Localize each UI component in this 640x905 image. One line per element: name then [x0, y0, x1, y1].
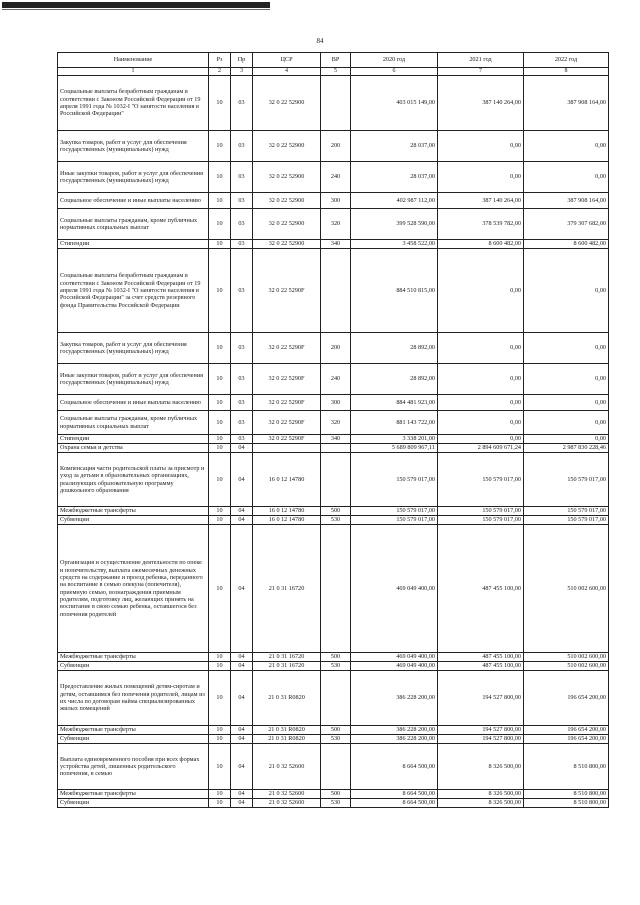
scan-edge-line — [2, 9, 270, 10]
row-amount-2022: 150 579 017,00 — [524, 516, 609, 525]
row-amount-2020: 399 528 590,00 — [351, 209, 438, 240]
row-name: Межбюджетные трансферты — [58, 790, 209, 799]
row-csr: 21 0 32 52600 — [253, 790, 321, 799]
table-row — [58, 726, 609, 735]
row-csr: 32 0 22 52900 — [253, 209, 321, 240]
row-amount-2022: 0,00 — [524, 411, 609, 435]
row-vr: 300 — [321, 395, 351, 411]
row-amount-2020: 150 579 017,00 — [351, 453, 438, 507]
row-pr: 04 — [231, 671, 253, 726]
row-pr: 04 — [231, 726, 253, 735]
row-vr: 200 — [321, 131, 351, 162]
row-vr: 340 — [321, 240, 351, 249]
row-name: Иные закупки товаров, работ и услуг для обеспечения государственных (муниципальных) нужд — [58, 364, 209, 395]
row-pr: 04 — [231, 444, 253, 453]
row-amount-2022: 8 510 800,00 — [524, 744, 609, 790]
row-name: Закупка товаров, работ и услуг для обеспечения государственных (муниципальных) нужд — [58, 131, 209, 162]
col-number-2: 2 — [209, 68, 231, 76]
row-pr: 04 — [231, 799, 253, 808]
row-amount-2020: 386 228 200,00 — [351, 671, 438, 726]
row-amount-2021: 487 455 100,00 — [438, 662, 524, 671]
row-amount-2020: 28 892,00 — [351, 333, 438, 364]
row-vr — [321, 444, 351, 453]
row-pr: 04 — [231, 453, 253, 507]
row-vr — [321, 453, 351, 507]
row-rz: 10 — [209, 364, 231, 395]
row-rz: 10 — [209, 507, 231, 516]
row-name: Закупка товаров, работ и услуг для обеспечения государственных (муниципальных) нужд — [58, 333, 209, 364]
row-amount-2020: 28 892,00 — [351, 364, 438, 395]
row-vr: 530 — [321, 662, 351, 671]
row-vr: 320 — [321, 411, 351, 435]
table-row — [58, 507, 609, 516]
row-pr: 04 — [231, 516, 253, 525]
row-vr — [321, 744, 351, 790]
header-2020: 2020 год — [351, 53, 438, 68]
row-amount-2022: 510 002 600,00 — [524, 525, 609, 653]
row-pr: 04 — [231, 525, 253, 653]
table-row — [58, 662, 609, 671]
row-amount-2021: 8 326 500,00 — [438, 744, 524, 790]
row-amount-2021: 0,00 — [438, 131, 524, 162]
table-row — [58, 209, 609, 240]
row-name: Социальные выплаты гражданам, кроме публичных нормативных социальных выплат — [58, 411, 209, 435]
row-amount-2021: 0,00 — [438, 333, 524, 364]
row-amount-2022: 0,00 — [524, 364, 609, 395]
row-amount-2020: 881 143 722,00 — [351, 411, 438, 435]
table-row — [58, 364, 609, 395]
row-amount-2022: 8 600 482,00 — [524, 240, 609, 249]
row-amount-2021: 194 527 800,00 — [438, 735, 524, 744]
row-amount-2022: 0,00 — [524, 333, 609, 364]
row-amount-2020: 469 049 400,00 — [351, 653, 438, 662]
row-amount-2021: 150 579 017,00 — [438, 516, 524, 525]
row-amount-2021: 8 600 482,00 — [438, 240, 524, 249]
row-pr: 04 — [231, 653, 253, 662]
row-vr: 240 — [321, 364, 351, 395]
row-csr: 21 0 31 R0820 — [253, 726, 321, 735]
row-amount-2021: 0,00 — [438, 435, 524, 444]
row-amount-2020: 884 481 923,00 — [351, 395, 438, 411]
col-number-7: 7 — [438, 68, 524, 76]
row-csr: 32 0 22 52900 — [253, 162, 321, 193]
row-name: Социальное обеспечение и иные выплаты населению — [58, 395, 209, 411]
row-amount-2022: 0,00 — [524, 131, 609, 162]
table-row — [58, 516, 609, 525]
row-vr: 240 — [321, 162, 351, 193]
row-vr: 530 — [321, 799, 351, 808]
header-row — [58, 53, 609, 68]
row-vr: 530 — [321, 516, 351, 525]
row-vr: 200 — [321, 333, 351, 364]
row-csr: 21 0 31 16720 — [253, 662, 321, 671]
row-amount-2021: 150 579 017,00 — [438, 453, 524, 507]
row-pr: 03 — [231, 240, 253, 249]
table-row — [58, 525, 609, 653]
row-rz: 10 — [209, 131, 231, 162]
row-amount-2021: 387 140 264,00 — [438, 193, 524, 209]
table-row — [58, 411, 609, 435]
row-amount-2022: 150 579 017,00 — [524, 453, 609, 507]
row-name: Межбюджетные трансферты — [58, 726, 209, 735]
table-body — [58, 76, 609, 808]
row-csr: 16 0 12 14780 — [253, 516, 321, 525]
row-rz: 10 — [209, 735, 231, 744]
row-pr: 04 — [231, 662, 253, 671]
row-rz: 10 — [209, 516, 231, 525]
row-name: Социальные выплаты гражданам, кроме публичных нормативных социальных выплат — [58, 209, 209, 240]
row-name: Субвенции — [58, 516, 209, 525]
row-amount-2021: 0,00 — [438, 249, 524, 333]
row-name: Стипендии — [58, 240, 209, 249]
row-amount-2020: 386 228 200,00 — [351, 726, 438, 735]
row-rz: 10 — [209, 744, 231, 790]
row-name: Иные закупки товаров, работ и услуг для обеспечения государственных (муниципальных) нужд — [58, 162, 209, 193]
row-csr — [253, 444, 321, 453]
row-name: Социальные выплаты безработным гражданам в соответствии с Законом Российской Федерации от 19 апреля 1991 года № 1032-I "О занятости населения в Российской Федерации" за счет средств резервного фонда Правительства Российской Федерации — [58, 249, 209, 333]
row-amount-2022: 0,00 — [524, 249, 609, 333]
row-amount-2020: 3 338 201,00 — [351, 435, 438, 444]
row-vr — [321, 76, 351, 131]
table-row — [58, 333, 609, 364]
row-csr: 32 0 22 52900 — [253, 193, 321, 209]
row-rz: 10 — [209, 726, 231, 735]
header-vr: ВР — [321, 53, 351, 68]
col-number-8: 8 — [524, 68, 609, 76]
row-pr: 03 — [231, 435, 253, 444]
header-name: Наименование — [58, 53, 209, 68]
row-rz: 10 — [209, 435, 231, 444]
row-amount-2021: 8 326 500,00 — [438, 799, 524, 808]
row-rz: 10 — [209, 76, 231, 131]
header-pr: Пр — [231, 53, 253, 68]
table-row — [58, 653, 609, 662]
row-name: Стипендии — [58, 435, 209, 444]
row-vr: 500 — [321, 726, 351, 735]
row-csr: 32 0 22 5290F — [253, 249, 321, 333]
budget-table — [57, 52, 609, 808]
row-rz: 10 — [209, 411, 231, 435]
row-pr: 03 — [231, 193, 253, 209]
row-pr: 04 — [231, 507, 253, 516]
row-amount-2022: 510 002 600,00 — [524, 662, 609, 671]
row-rz: 10 — [209, 790, 231, 799]
col-number-4: 4 — [253, 68, 321, 76]
table-row — [58, 799, 609, 808]
row-name: Межбюджетные трансферты — [58, 507, 209, 516]
table-row — [58, 444, 609, 453]
row-amount-2022: 0,00 — [524, 162, 609, 193]
row-pr: 04 — [231, 735, 253, 744]
row-csr: 32 0 22 5290F — [253, 411, 321, 435]
row-amount-2020: 8 664 500,00 — [351, 744, 438, 790]
row-rz: 10 — [209, 395, 231, 411]
table-row — [58, 671, 609, 726]
row-amount-2020: 150 579 017,00 — [351, 516, 438, 525]
row-name: Субвенции — [58, 799, 209, 808]
table-row — [58, 193, 609, 209]
row-amount-2021: 194 527 800,00 — [438, 726, 524, 735]
row-pr: 03 — [231, 209, 253, 240]
page-number: 84 — [316, 37, 324, 45]
row-amount-2020: 3 458 522,00 — [351, 240, 438, 249]
row-csr: 32 0 22 52900 — [253, 76, 321, 131]
row-pr: 03 — [231, 411, 253, 435]
row-pr: 03 — [231, 333, 253, 364]
row-csr: 32 0 22 5290F — [253, 364, 321, 395]
row-amount-2022: 196 654 200,00 — [524, 726, 609, 735]
row-amount-2021: 2 894 609 671,24 — [438, 444, 524, 453]
row-vr: 500 — [321, 507, 351, 516]
row-pr: 04 — [231, 744, 253, 790]
row-pr: 03 — [231, 162, 253, 193]
table-row — [58, 744, 609, 790]
table-row — [58, 76, 609, 131]
column-number-row — [58, 68, 609, 76]
table-row — [58, 240, 609, 249]
row-csr: 16 0 12 14780 — [253, 453, 321, 507]
row-name: Субвенции — [58, 662, 209, 671]
row-name: Компенсация части родительской платы за присмотр и уход за детьми в образовательных организациях, реализующих образовательную программу дошкольного образования — [58, 453, 209, 507]
col-number-1: 1 — [58, 68, 209, 76]
row-rz: 10 — [209, 799, 231, 808]
row-amount-2020: 884 510 815,00 — [351, 249, 438, 333]
row-amount-2022: 510 002 600,00 — [524, 653, 609, 662]
row-rz: 10 — [209, 453, 231, 507]
row-amount-2022: 387 908 164,00 — [524, 193, 609, 209]
table-row — [58, 395, 609, 411]
row-vr: 340 — [321, 435, 351, 444]
row-name: Социальное обеспечение и иные выплаты населению — [58, 193, 209, 209]
table-row — [58, 249, 609, 333]
row-amount-2020: 469 049 400,00 — [351, 525, 438, 653]
row-name: Организация и осуществление деятельности по опеке и попечительству, выплата ежемесячных денежных средств на содержание и проезд ребенка, переданного на воспитание в семью опекуна (попечителя), приемную семью, вознаграждения приемным родителям, подготовку лиц, желающих принять на воспитание в свою семью ребенка, оставшегося без попечения родителей — [58, 525, 209, 653]
row-amount-2021: 487 455 100,00 — [438, 525, 524, 653]
row-rz: 10 — [209, 162, 231, 193]
row-amount-2021: 150 579 017,00 — [438, 507, 524, 516]
row-pr: 03 — [231, 364, 253, 395]
table-row — [58, 131, 609, 162]
row-vr: 500 — [321, 790, 351, 799]
row-amount-2022: 8 510 800,00 — [524, 799, 609, 808]
row-pr: 04 — [231, 790, 253, 799]
row-vr: 300 — [321, 193, 351, 209]
row-amount-2020: 8 664 500,00 — [351, 799, 438, 808]
col-number-5: 5 — [321, 68, 351, 76]
row-name: Межбюджетные трансферты — [58, 653, 209, 662]
row-amount-2021: 0,00 — [438, 395, 524, 411]
row-csr: 21 0 31 R0820 — [253, 671, 321, 726]
row-amount-2022: 387 908 164,00 — [524, 76, 609, 131]
row-csr: 32 0 22 52900 — [253, 131, 321, 162]
row-vr — [321, 249, 351, 333]
row-amount-2021: 0,00 — [438, 162, 524, 193]
row-amount-2021: 378 539 782,00 — [438, 209, 524, 240]
row-csr: 21 0 31 16720 — [253, 525, 321, 653]
row-amount-2021: 487 455 100,00 — [438, 653, 524, 662]
header-csr: ЦСР — [253, 53, 321, 68]
row-name: Социальные выплаты безработным гражданам в соответствии с Законом Российской Федерации от 19 апреля 1991 года № 1032-I "О занятости населения в Российской Федерации" — [58, 76, 209, 131]
row-amount-2020: 386 228 200,00 — [351, 735, 438, 744]
row-amount-2020: 469 049 400,00 — [351, 662, 438, 671]
row-pr: 03 — [231, 131, 253, 162]
col-number-6: 6 — [351, 68, 438, 76]
row-csr: 21 0 31 R0820 — [253, 735, 321, 744]
row-csr: 32 0 22 5290F — [253, 435, 321, 444]
row-amount-2021: 8 326 500,00 — [438, 790, 524, 799]
row-rz: 10 — [209, 671, 231, 726]
header-rz: Рз — [209, 53, 231, 68]
row-vr — [321, 525, 351, 653]
row-name: Выплата единовременного пособия при всех формах устройства детей, лишенных родительского попечения, в семью — [58, 744, 209, 790]
row-rz: 10 — [209, 240, 231, 249]
row-amount-2022: 379 307 682,00 — [524, 209, 609, 240]
row-name: Охрана семьи и детства — [58, 444, 209, 453]
scan-edge-mark — [2, 2, 270, 8]
row-amount-2020: 402 987 112,00 — [351, 193, 438, 209]
row-name: Субвенции — [58, 735, 209, 744]
row-rz: 10 — [209, 193, 231, 209]
row-rz: 10 — [209, 249, 231, 333]
row-amount-2022: 0,00 — [524, 395, 609, 411]
row-csr: 21 0 31 16720 — [253, 653, 321, 662]
row-amount-2022: 0,00 — [524, 435, 609, 444]
row-amount-2020: 150 579 017,00 — [351, 507, 438, 516]
row-amount-2020: 403 015 149,00 — [351, 76, 438, 131]
row-amount-2021: 0,00 — [438, 364, 524, 395]
row-amount-2020: 8 664 500,00 — [351, 790, 438, 799]
row-vr — [321, 671, 351, 726]
row-csr: 32 0 22 5290F — [253, 333, 321, 364]
row-amount-2020: 28 037,00 — [351, 131, 438, 162]
table-row — [58, 453, 609, 507]
table-row — [58, 735, 609, 744]
row-csr: 32 0 22 5290F — [253, 395, 321, 411]
row-vr: 320 — [321, 209, 351, 240]
row-csr: 32 0 22 52900 — [253, 240, 321, 249]
table-row — [58, 435, 609, 444]
header-2022: 2022 год — [524, 53, 609, 68]
row-rz: 10 — [209, 333, 231, 364]
header-2021: 2021 год — [438, 53, 524, 68]
row-pr: 03 — [231, 395, 253, 411]
row-csr: 16 0 12 14780 — [253, 507, 321, 516]
table-row — [58, 790, 609, 799]
row-amount-2020: 5 689 809 967,11 — [351, 444, 438, 453]
row-vr: 530 — [321, 735, 351, 744]
row-rz: 10 — [209, 662, 231, 671]
row-vr: 500 — [321, 653, 351, 662]
row-pr: 03 — [231, 249, 253, 333]
row-rz: 10 — [209, 444, 231, 453]
table-row — [58, 162, 609, 193]
row-csr: 21 0 32 52600 — [253, 799, 321, 808]
row-amount-2022: 8 510 800,00 — [524, 790, 609, 799]
row-rz: 10 — [209, 653, 231, 662]
row-amount-2021: 387 140 264,00 — [438, 76, 524, 131]
row-rz: 10 — [209, 209, 231, 240]
row-amount-2020: 28 037,00 — [351, 162, 438, 193]
row-pr: 03 — [231, 76, 253, 131]
row-amount-2022: 2 987 830 228,46 — [524, 444, 609, 453]
row-csr: 21 0 32 52600 — [253, 744, 321, 790]
row-name: Предоставление жилых помещений детям-сиротам и детям, оставшимся без попечения родителей, лицам из их числа по договорам найма специализированных жилых помещений — [58, 671, 209, 726]
row-amount-2021: 0,00 — [438, 411, 524, 435]
col-number-3: 3 — [231, 68, 253, 76]
row-amount-2021: 194 527 800,00 — [438, 671, 524, 726]
row-amount-2022: 150 579 017,00 — [524, 507, 609, 516]
row-amount-2022: 196 654 200,00 — [524, 735, 609, 744]
row-amount-2022: 196 654 200,00 — [524, 671, 609, 726]
row-rz: 10 — [209, 525, 231, 653]
